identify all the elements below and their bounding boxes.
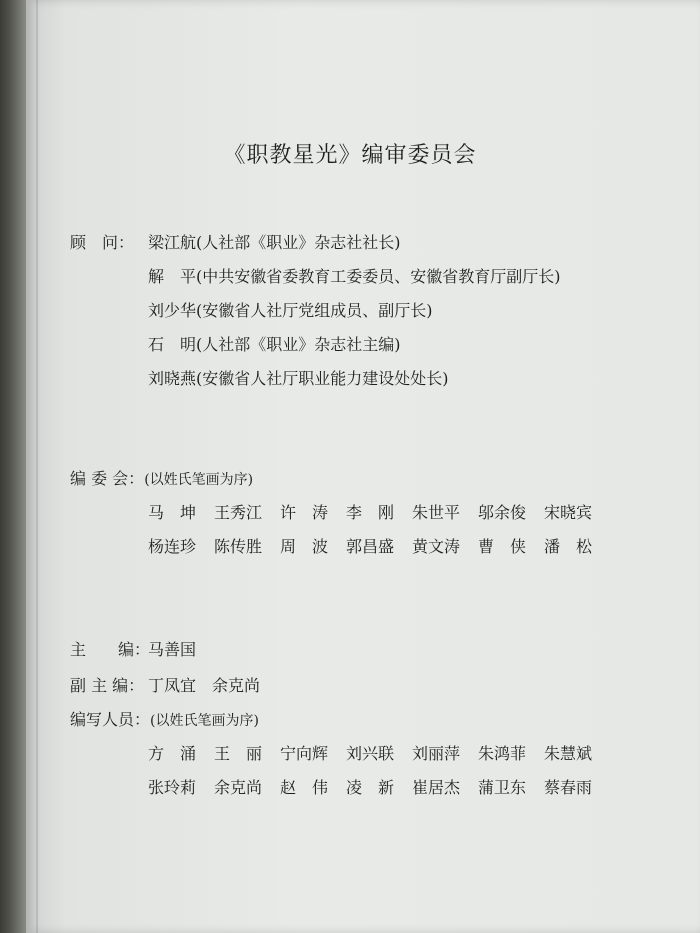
committee-member: 宋晓宾: [544, 503, 593, 522]
writer-member: 赵 伟: [280, 778, 329, 797]
committee-member: 郭昌盛: [346, 537, 395, 556]
writer-member: 宁向辉: [280, 744, 329, 763]
page-title: 《职教星光》编审委员会: [223, 143, 477, 168]
committee-row-2: [148, 537, 608, 557]
writers-row-2: [148, 778, 608, 798]
writer-member: 凌 新: [346, 778, 395, 797]
committee-member: 杨连珍: [148, 537, 197, 556]
writer-member: 方 涌: [148, 744, 197, 763]
writer-member: 刘丽萍: [412, 744, 461, 763]
committee-member: 周 波: [280, 537, 329, 556]
writers-label: 编写人员：: [70, 710, 151, 729]
committee-member: 曹 侠: [478, 537, 527, 556]
advisor-item: 石 明(人社部《职业》杂志社主编): [148, 335, 401, 354]
advisors-label: 顾 问：: [70, 233, 135, 252]
committee-row-1: [148, 503, 608, 523]
committee-order-note: (以姓氏笔画为序): [144, 472, 254, 488]
committee-member: 许 涛: [280, 503, 329, 522]
deputy-editor-label: 副 主 编：: [70, 676, 145, 695]
chief-editor-name: 马善国: [148, 640, 197, 659]
advisor-item: 解 平(中共安徽省委教育工委委员、安徽省教育厅副厅长): [148, 267, 561, 286]
writer-member: 王 丽: [214, 744, 263, 763]
writers-row-1: [148, 744, 608, 764]
writer-member: 余克尚: [214, 778, 263, 797]
advisor-item: 梁江航(人社部《职业》杂志社社长): [148, 233, 401, 252]
committee-member: 黄文涛: [412, 537, 461, 556]
committee-member: 马 坤: [148, 503, 197, 522]
writer-member: 蔡春雨: [544, 778, 593, 797]
writer-member: 崔居杰: [412, 778, 461, 797]
page-fold-line: [36, 0, 38, 933]
writer-member: 朱鸿菲: [478, 744, 527, 763]
writers-order-note: (以姓氏笔画为序): [150, 713, 259, 729]
writers-label-line: [70, 710, 259, 731]
committee-label: 编 委 会：: [70, 469, 145, 488]
committee-member: 朱世平: [412, 503, 461, 522]
writer-member: 朱慧斌: [544, 744, 593, 763]
writer-member: 张玲莉: [148, 778, 197, 797]
book-spine-shadow: [0, 0, 26, 933]
committee-member: 邬余俊: [478, 503, 527, 522]
deputy-editor-names: 丁凤宜 余克尚: [148, 676, 261, 695]
committee-member: 李 刚: [346, 503, 395, 522]
advisor-item: 刘少华(安徽省人社厅党组成员、副厅长): [148, 301, 433, 320]
chief-editor-label: 主 编：: [70, 640, 151, 659]
committee-member: 陈传胜: [214, 537, 263, 556]
advisor-item: 刘晓燕(安徽省人社厅职业能力建设处处长): [148, 369, 449, 388]
writer-member: 蒲卫东: [478, 778, 527, 797]
committee-label-line: [70, 469, 253, 490]
committee-member: 潘 松: [544, 537, 593, 556]
writer-member: 刘兴联: [346, 744, 395, 763]
committee-member: 王秀江: [214, 503, 263, 522]
